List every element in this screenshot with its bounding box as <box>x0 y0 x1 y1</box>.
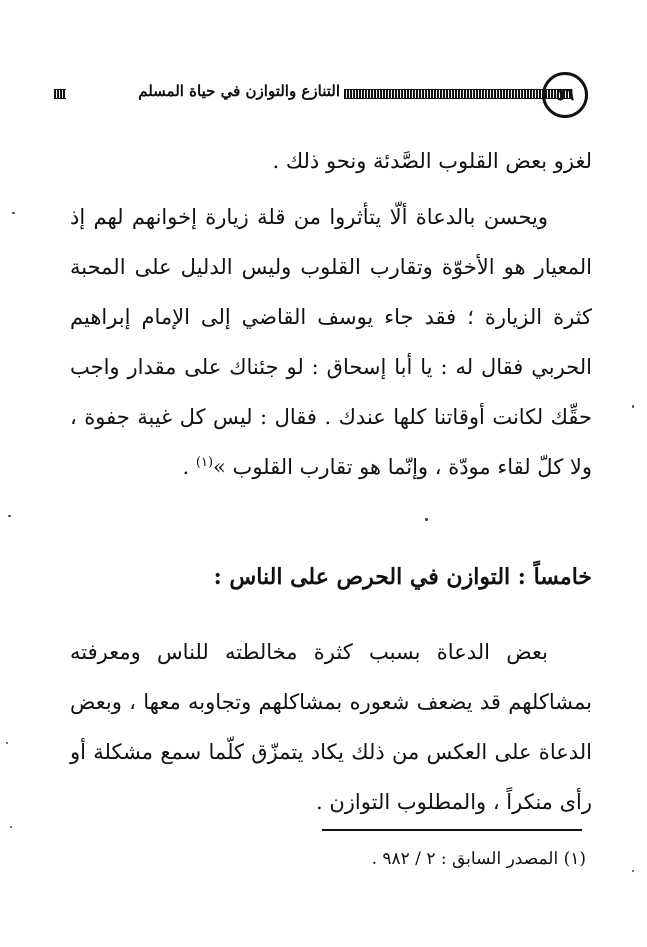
footnote: (١) المصدر السابق : ٢ / ٩٨٢ . <box>371 849 586 869</box>
scan-speck <box>632 405 634 408</box>
header-ornament-rule <box>344 89 572 99</box>
scan-speck <box>12 212 15 214</box>
paragraph-3-text: بعض الدعاة بسبب كثرة مخالطته للناس ومعرفته بمشاكلهم قد يضعف شعوره بمشاكلهم وتجاوبه معها ، وبعض الدعاة على العكس من ذلك يكاد يتمزّق كلّما سمع مشكلة أو رأى منكراً ، والمطلوب التوازن . <box>70 640 592 814</box>
scan-speck <box>8 515 11 517</box>
page-number: ٥٦ <box>542 72 588 118</box>
page-header <box>48 72 588 116</box>
running-title: التنازع والتوازن في حياة المسلم <box>138 82 340 100</box>
scan-speck <box>632 870 634 872</box>
paragraph-1-text: لغزو بعض القلوب الصَّدئة ونحو ذلك . <box>272 149 592 173</box>
section-heading: خامساً : التوازن في الحرص على الناس : <box>213 564 592 590</box>
footnote-marker: (١) <box>195 455 214 470</box>
header-ornament-left <box>54 89 66 99</box>
paragraph-1 <box>70 137 592 186</box>
paragraph-2: ويحسن بالدعاة ألّا يتأثروا من قلة زيارة إخوانهم لهم إذ المعيار هو الأخوّة وتقارب القلوب وليس الدليل على المحبة كثرة الزيارة ؛ فقد جاء يوسف القاضي إلى الإمام إبراهيم الحربي فقال له : يا أبا إسحاق : لو جئناك على مقدار واجب حقِّك لكانت أوقاتنا كلها عندك . فقال : ليس كل غيبة جفوة ، ولا كلّ لقاء مودّة ، وإنّما هو تقارب القلوب »$^{(١)}$ . <box>70 205 592 479</box>
scan-speck <box>425 518 428 521</box>
footnote-separator <box>322 829 582 831</box>
paragraph-2-text: ويحسن بالدعاة ألّا يتأثروا من قلة زيارة إخوانهم لهم إذ المعيار هو الأخوّة وتقارب القلوب وليس الدليل على المحبة كثرة الزيارة ؛ فقد جاء يوسف القاضي إلى الإمام إبراهيم الحربي فقال له : يا أبا إسحاق : لو جئناك على مقدار واجب حقِّك لكانت أوقاتنا كلها عندك . فقال : ليس كل غيبة جفوة ، ولا كلّ لقاء مودّة ، وإنّما هو تقارب القلوب » <box>70 205 592 479</box>
scan-speck <box>10 826 12 828</box>
paragraph-3 <box>70 627 592 827</box>
scan-speck <box>6 742 8 744</box>
